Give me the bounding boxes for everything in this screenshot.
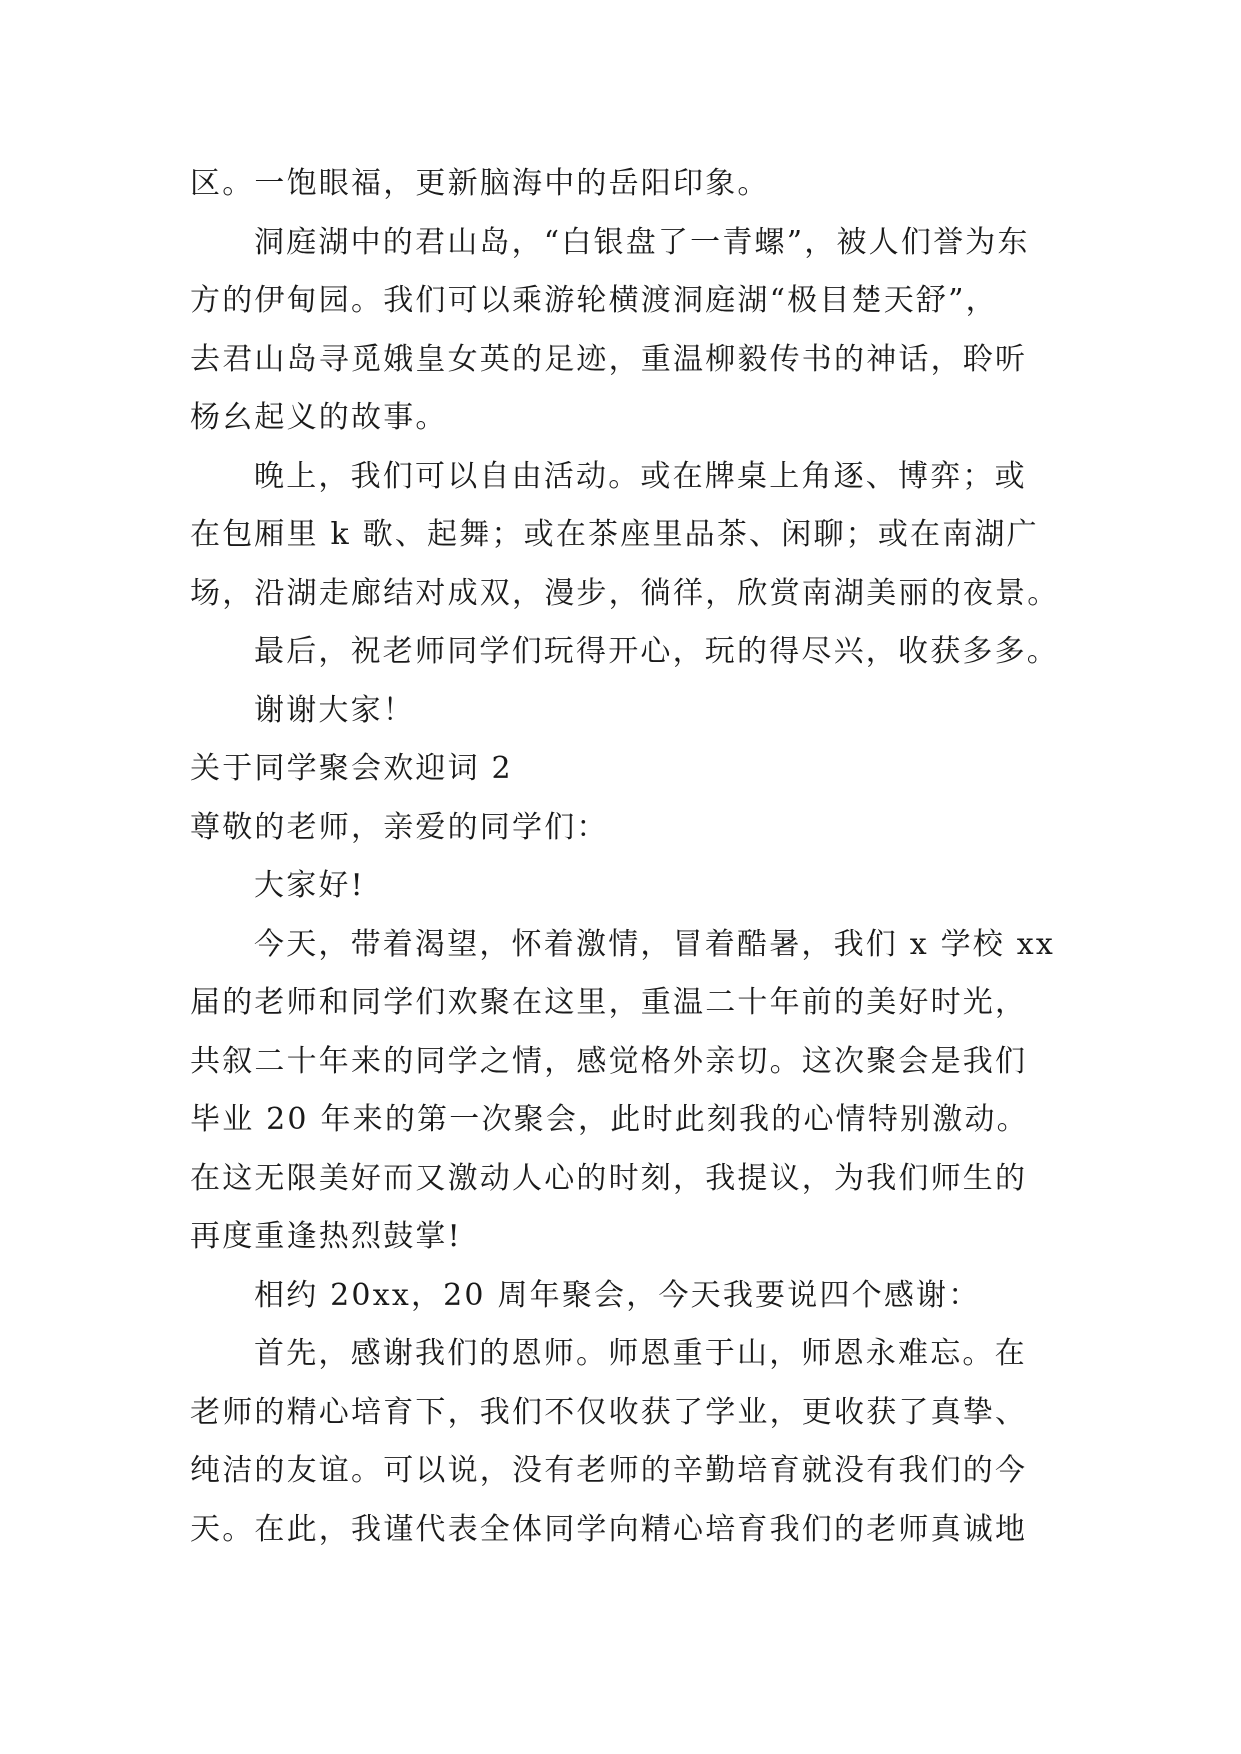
text-line-4: 去君山岛寻觅娥皇女英的足迹，重温柳毅传书的神话，聆听 (190, 341, 1028, 377)
salutation: 尊敬的老师，亲爱的同学们： (190, 809, 609, 845)
section-heading: 关于同学聚会欢迎词 2 (190, 751, 513, 786)
text-line-16: 共叙二十年来的同学之情，感觉格外亲切。这次聚会是我们 (190, 1043, 1028, 1079)
text-line-14: 今天，带着渴望，怀着激情，冒着酷暑，我们 x 学校 xx (254, 926, 1055, 962)
text-line-15: 届的老师和同学们欢聚在这里，重温二十年前的美好时光， (190, 985, 1028, 1020)
text-line-8: 场，沿湖走廊结对成双，漫步，徜徉，欣赏南湖美丽的夜景。 (190, 575, 1060, 611)
text-line-18: 在这无限美好而又激动人心的时刻，我提议，为我们师生的 (190, 1160, 1028, 1196)
text-line-19: 再度重逢热烈鼓掌! (190, 1219, 462, 1254)
text-line-7: 在包厢里 k 歌、起舞；或在茶座里品茶、闲聊；或在南湖广 (190, 517, 1039, 552)
text-line-6: 晚上，我们可以自由活动。或在牌桌上角逐、博弈；或 (254, 458, 1027, 494)
text-line-5: 杨幺起义的故事。 (190, 400, 448, 435)
text-line-2: 洞庭湖中的君山岛，“白银盘了一青螺”，被人们誉为东 (254, 224, 1030, 260)
text-line-3: 方的伊甸园。我们可以乘游轮横渡洞庭湖“极目楚天舒”， (190, 283, 998, 318)
text-line-21: 首先，感谢我们的恩师。师恩重于山，师恩永难忘。在 (254, 1336, 1027, 1371)
text-line-23: 纯洁的友谊。可以说，没有老师的辛勤培育就没有我们的今 (190, 1453, 1028, 1488)
text-line-17: 毕业 20 年来的第一次聚会，此时此刻我的心情特别激动。 (190, 1102, 1029, 1137)
text-line-9: 最后，祝老师同学们玩得开心，玩的得尽兴，收获多多。 (254, 634, 1059, 669)
text-line-10: 谢谢大家！ (254, 692, 415, 728)
text-line-1: 区。一饱眼福，更新脑海中的岳阳印象。 (190, 166, 770, 201)
text-line-20: 相约 20xx，20 周年聚会，今天我要说四个感谢： (254, 1277, 981, 1313)
document-body (190, 155, 1070, 1559)
text-line-24: 天。在此，我谨代表全体同学向精心培育我们的老师真诚地 (190, 1511, 1028, 1547)
greeting: 大家好! (254, 868, 365, 903)
text-line-22: 老师的精心培育下，我们不仅收获了学业，更收获了真挚、 (190, 1394, 1028, 1430)
